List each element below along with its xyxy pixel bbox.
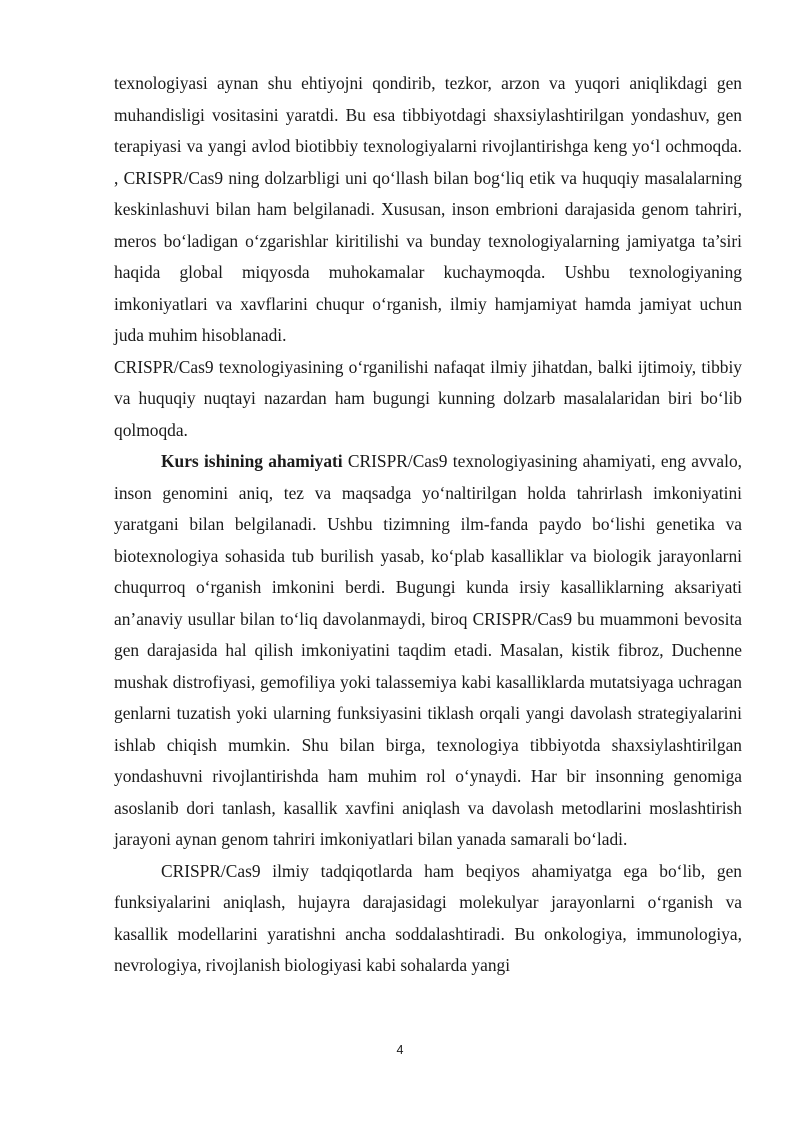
- paragraph-relevance-summary: CRISPR/Cas9 texnologiyasining o‘rganilishi nafaqat ilmiy jihatdan, balki ijtimoiy, tibbiy va huquqiy nuqtayi nazardan ham bugungi kunning dolzarb masalalaridan biri bo‘lib qolmoqda.: [114, 356, 742, 440]
- page-number: 4: [396, 1043, 404, 1057]
- document-page: [114, 68, 742, 982]
- paragraph-significance: [114, 446, 742, 856]
- paragraph-research-importance: CRISPR/Cas9 ilmiy tadqiqotlarda ham beqiyos ahamiyatga ega bo‘lib, gen funksiyalarini aniqlash, hujayra darajasidagi molekulyar jarayonlarni o‘rganish va kasallik modellarini yaratishni ancha soddalashtiradi. Bu onkologiya, immunologiya, nevrologiya, rivojlanish biologiyasi kabi sohalarda yangi: [114, 860, 742, 975]
- paragraph-significance-text: CRISPR/Cas9 texnologiyasining ahamiyati, eng avvalo, inson genomini aniq, tez va maqsadga yo‘naltirilgan holda tahrirlash imkoniyatini yaratgani bilan belgilanadi. Ushbu tizimning ilm-fanda paydo bo‘lishi genetika va biotexnologiya sohasida tub burilish yasab, ko‘plab kasalliklar va biologik jarayonlarni chuqurroq o‘rganish imkonini berdi. Bugungi kunda irsiy kasalliklarning aksariyati an’anaviy usullar bilan to‘liq davolanmaydi, biroq CRISPR/Cas9 bu muammoni bevosita gen darajasida hal qilish imkoniyatini taqdim etadi. Masalan, kistik fibroz, Duchenne mushak distrofiyasi, gemofiliya yoki talassemiya kabi kasalliklarda mutatsiyaga uchragan genlarni tuzatish yoki ularning funksiyasini tiklash orqali yangi davolash strategiyalarini ishlab chiqish mumkin. Shu bilan birga, texnologiya tibbiyotda shaxsiylashtirilgan yondashuvni rivojlantirishda ham muhim rol o‘ynaydi. Har bir insonning genomiga asoslanib dori tanlash, kasallik xavfini aniqlash va davolash metodlarini moslashtirish jarayoni aynan genom tahriri imkoniyatlari bilan yanada samarali bo‘ladi.: [114, 451, 742, 849]
- paragraph-intro-continuation: texnologiyasi aynan shu ehtiyojni qondirib, tezkor, arzon va yuqori aniqlikdagi gen muhandisligi vositasini yaratdi. Bu esa tibbiyotdagi shaxsiylashtirilgan yondashuv, gen terapiyasi va yangi avlod biotibbiy texnologiyalarni rivojlantirishga keng yo‘l ochmoqda. , CRISPR/Cas9 ning dolzarbligi uni qo‘llash bilan bog‘liq etik va huquqiy masalalarning keskinlashuvi bilan ham belgilanadi. Xususan, inson embrioni darajasida genom tahriri, meros bo‘ladigan o‘zgarishlar kiritilishi va bunday texnologiyalarning jamiyatga ta’siri haqida global miqyosda muhokamalar kuchaymoqda. Ushbu texnologiyaning imkoniyatlari va xavflarini chuqur o‘rganish, ilmiy hamjamiyat hamda jamiyat uchun juda muhim hisoblanadi.: [114, 73, 742, 345]
- section-heading-significance: Kurs ishining ahamiyati: [161, 451, 343, 471]
